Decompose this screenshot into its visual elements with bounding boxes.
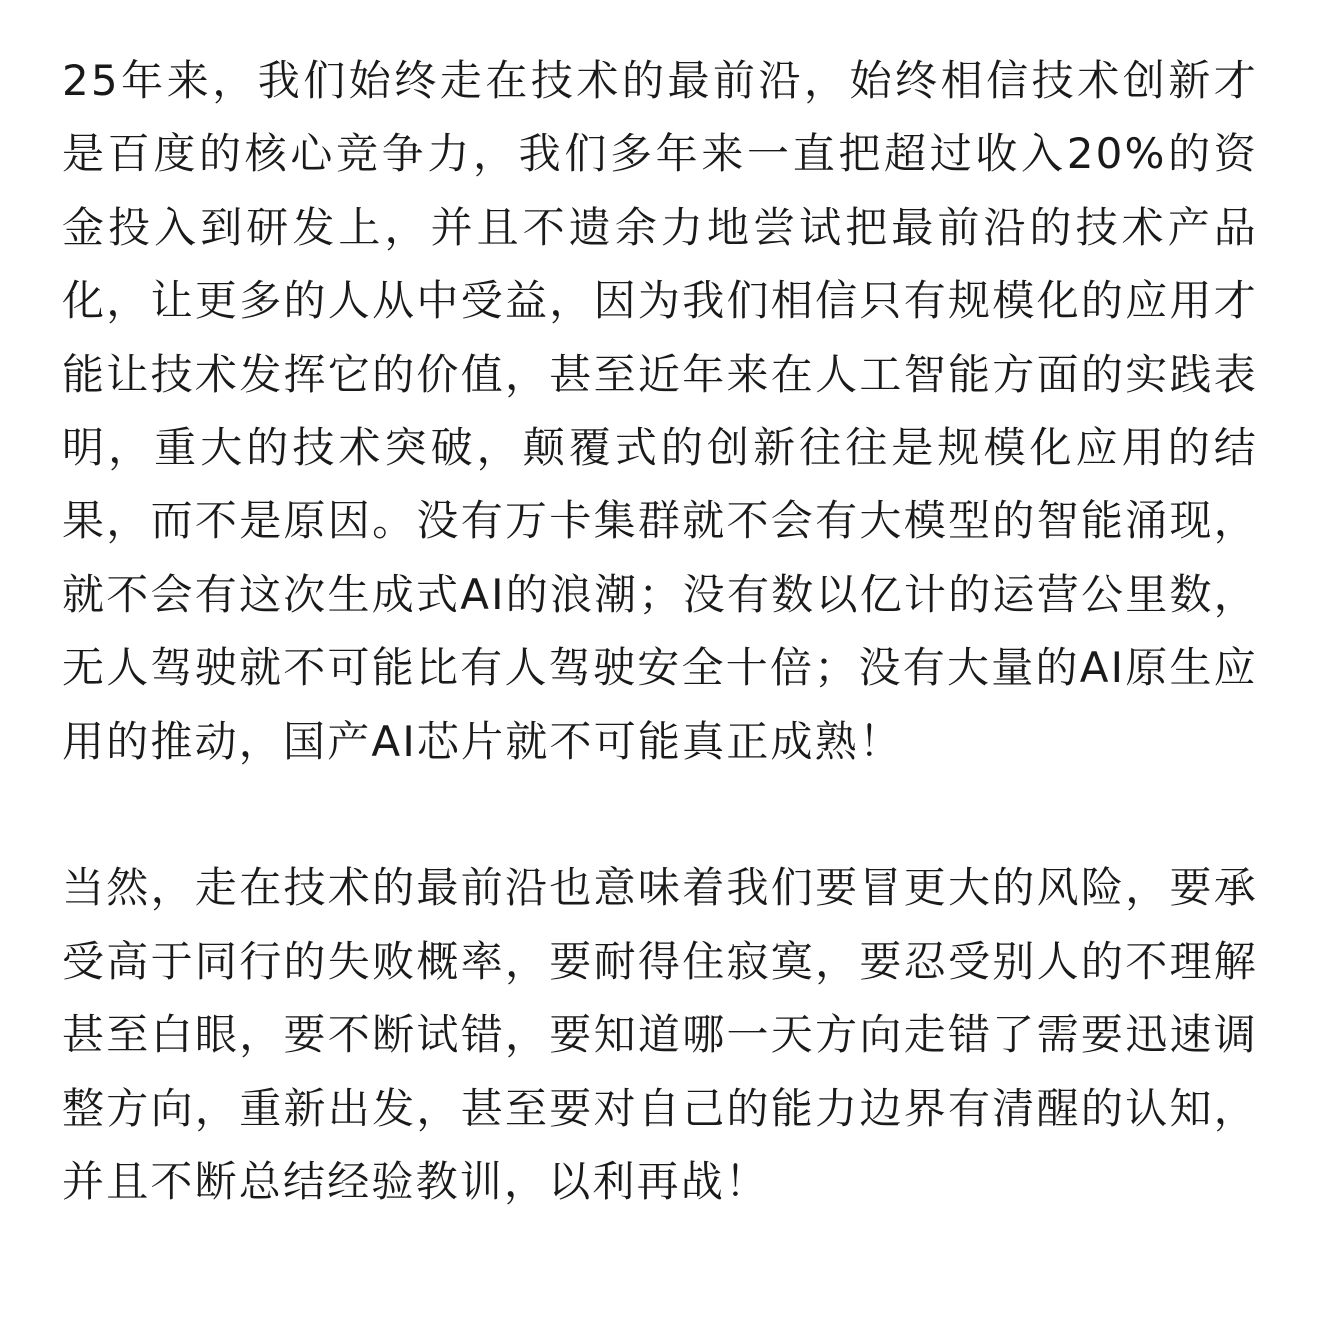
paragraph-2: 当然，走在技术的最前沿也意味着我们要冒更大的风险，要承受高于同行的失败概率，要耐得住寂寞，要忍受别人的不理解甚至白眼，要不断试错，要知道哪一天方向走错了需要迅速调整方向，重新出发，甚至要对自己的能力边界有清醒的认知，并且不断总结经验教训，以利再战！: [62, 863, 1258, 1207]
article-body: [62, 44, 1258, 1218]
paragraph-1: 25年来，我们始终走在技术的最前沿，始终相信技术创新才是百度的核心竞争力，我们多年来一直把超过收入20%的资金投入到研发上，并且不遗余力地尝试把最前沿的技术产品化，让更多的人从中受益，因为我们相信只有规模化的应用才能让技术发挥它的价值，甚至近年来在人工智能方面的实践表明，重大的技术突破，颠覆式的创新往往是规模化应用的结果，而不是原因。没有万卡集群就不会有大模型的智能涌现，就不会有这次生成式AI的浪潮；没有数以亿计的运营公里数，无人驾驶就不可能比有人驾驶安全十倍；没有大量的AI原生应用的推动，国产AI芯片就不可能真正成熟！: [62, 56, 1258, 766]
